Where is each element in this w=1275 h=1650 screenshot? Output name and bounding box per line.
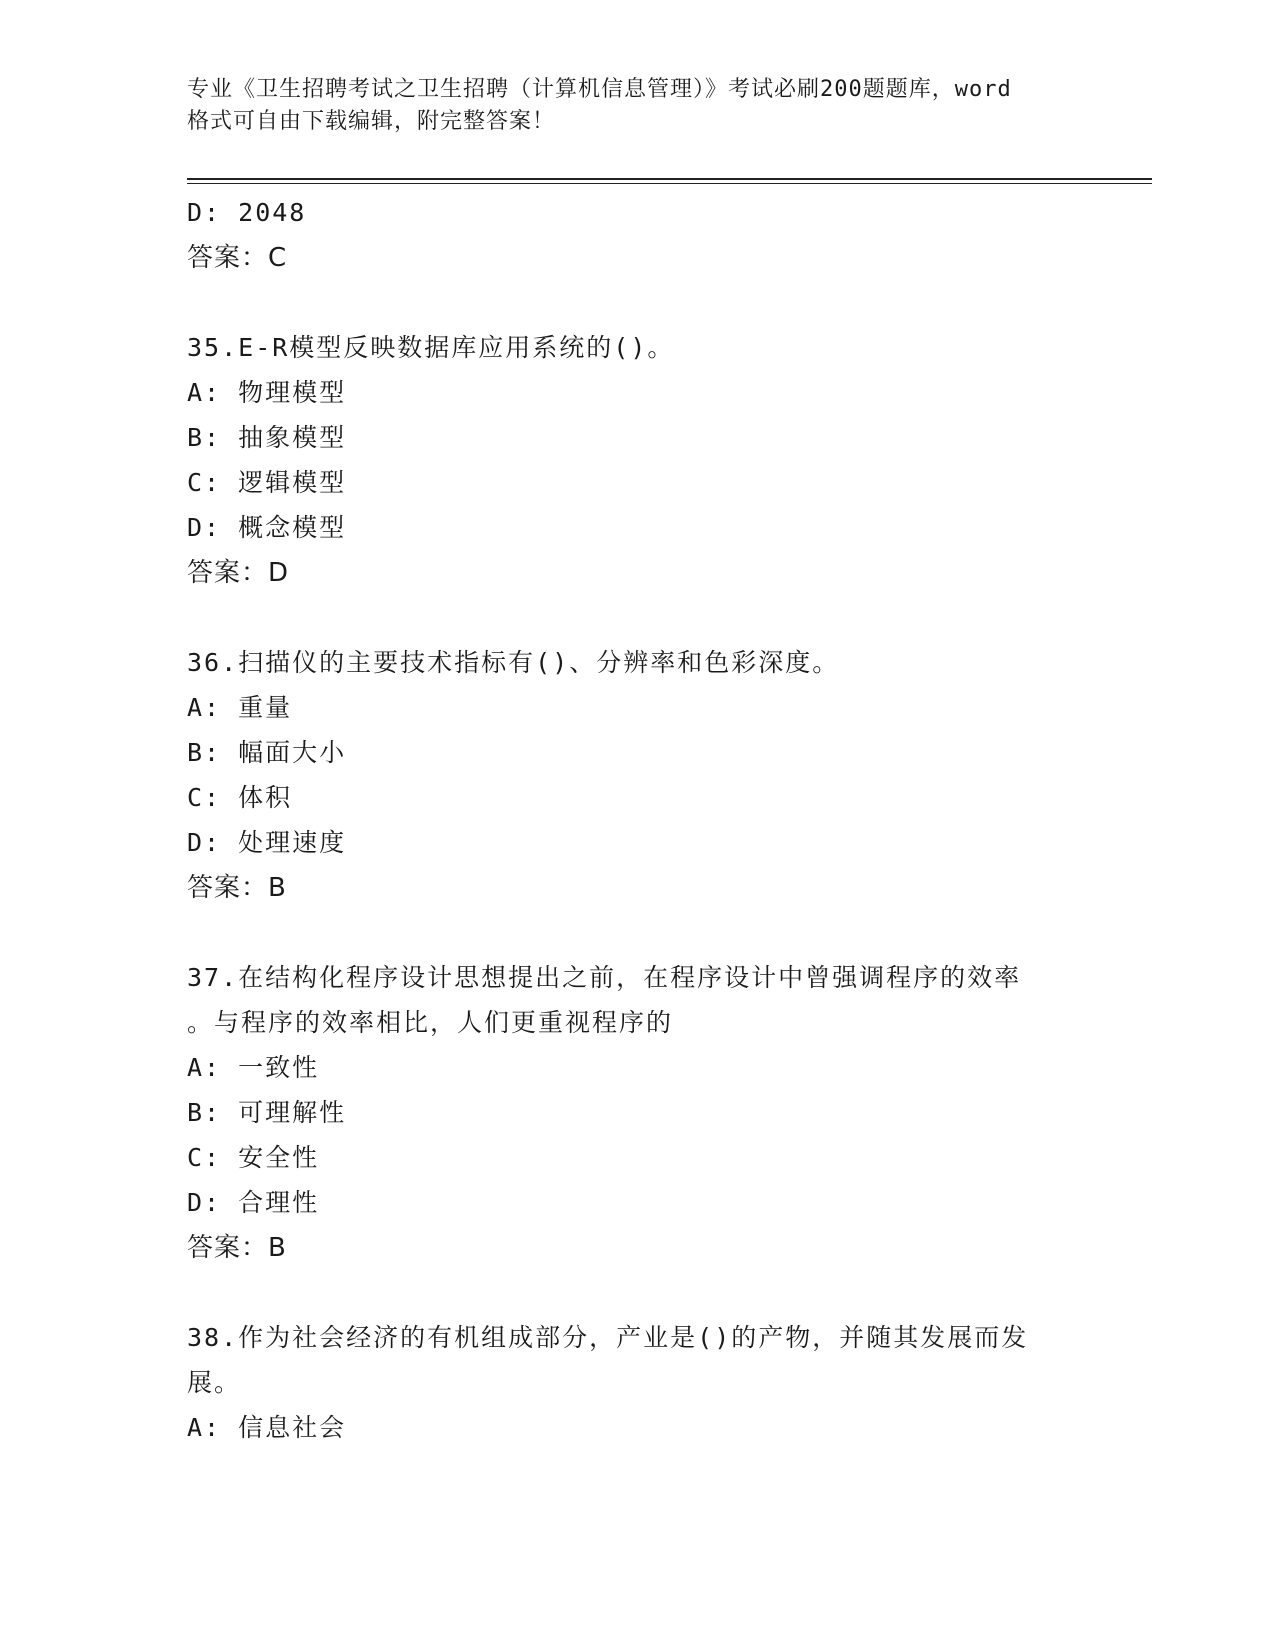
- option-a: A: 信息社会: [187, 1413, 347, 1442]
- option-a: A: 物理模型: [187, 378, 347, 407]
- header-line-2: 格式可自由下载编辑，附完整答案！: [187, 109, 556, 134]
- spacer: [187, 596, 1107, 640]
- option-c: C: 安全性: [187, 1143, 320, 1172]
- prev-option-d: D: 2048: [187, 198, 307, 227]
- header-line-1: 专业《卫生招聘考试之卫生招聘（计算机信息管理）》考试必刷200题题库，word: [187, 77, 1012, 102]
- option-d: D: 概念模型: [187, 513, 347, 542]
- question-stem-line-1: 38.作为社会经济的有机组成部分，产业是()的产物，并随其发展而发: [187, 1323, 1029, 1352]
- option-b: B: 幅面大小: [187, 738, 347, 767]
- answer: 答案：B: [187, 873, 287, 903]
- question-stem-line-2: 展。: [187, 1368, 242, 1397]
- header-rule-thick: [187, 178, 1152, 180]
- spacer: [187, 911, 1107, 955]
- question-list: [187, 190, 1107, 1450]
- question-stem-line-1: 37.在结构化程序设计思想提出之前，在程序设计中曾强调程序的效率: [187, 963, 1022, 992]
- option-b: B: 抽象模型: [187, 423, 347, 452]
- option-c: C: 体积: [187, 783, 293, 812]
- question-stem: 35.E-R模型反映数据库应用系统的()。: [187, 333, 675, 362]
- answer: 答案：B: [187, 1233, 287, 1263]
- prev-answer: 答案：C: [187, 243, 288, 273]
- document-header: [187, 74, 1087, 138]
- answer: 答案：D: [187, 558, 290, 588]
- question-36: [187, 640, 1107, 911]
- question-stem: 36.扫描仪的主要技术指标有()、分辨率和色彩深度。: [187, 648, 840, 677]
- option-a: A: 重量: [187, 693, 293, 722]
- spacer: [187, 1271, 1107, 1315]
- option-d: D: 处理速度: [187, 828, 347, 857]
- header-rule-thin: [187, 183, 1152, 184]
- question-35: [187, 325, 1107, 596]
- question-37: [187, 955, 1107, 1271]
- option-b: B: 可理解性: [187, 1098, 347, 1127]
- option-c: C: 逻辑模型: [187, 468, 347, 497]
- spacer: [187, 281, 1107, 325]
- option-d: D: 合理性: [187, 1188, 320, 1217]
- option-a: A: 一致性: [187, 1053, 320, 1082]
- question-38: [187, 1315, 1107, 1450]
- question-stem-line-2: 。与程序的效率相比，人们更重视程序的: [187, 1008, 674, 1037]
